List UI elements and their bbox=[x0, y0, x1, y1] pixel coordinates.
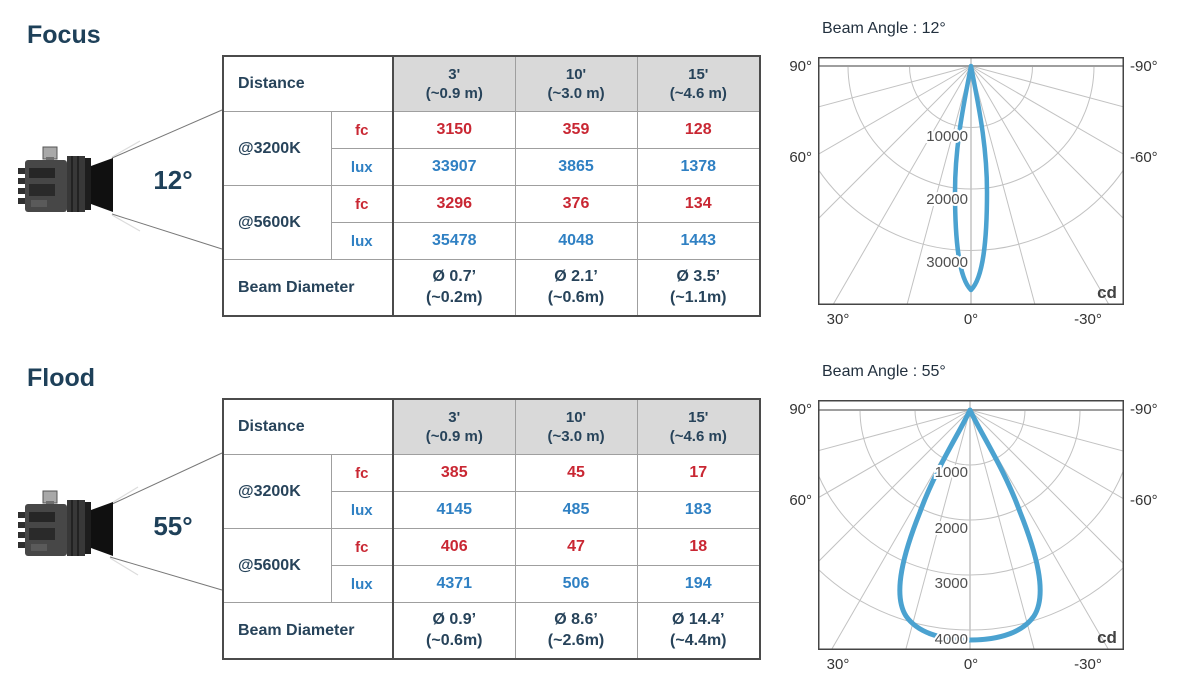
angle-tick-90: 90° bbox=[789, 58, 812, 75]
ring-label: 2000 bbox=[934, 520, 968, 537]
group-5600k-label: @5600K bbox=[223, 186, 331, 260]
value-cell: 406 bbox=[393, 529, 515, 566]
lux-row-label: lux bbox=[331, 223, 393, 260]
angle-tick-neg30: -30° bbox=[1074, 311, 1102, 328]
value-cell: 1378 bbox=[637, 149, 760, 186]
ring-label: 20000 bbox=[926, 191, 968, 208]
angle-tick-60: 60° bbox=[789, 149, 812, 166]
angle-tick-neg60: -60° bbox=[1130, 492, 1158, 509]
fc-row-label: fc bbox=[331, 186, 393, 223]
unit-label-cd: cd bbox=[1097, 283, 1117, 302]
angle-tick-neg60: -60° bbox=[1130, 149, 1158, 166]
lux-row-label: lux bbox=[331, 149, 393, 186]
value-cell: 33907 bbox=[393, 149, 515, 186]
focus-spec-table bbox=[222, 55, 761, 317]
unit-label-cd: cd bbox=[1097, 628, 1117, 647]
value-cell: 485 bbox=[515, 492, 637, 529]
ring-label: 1000 bbox=[934, 464, 968, 481]
polar-chart-focus bbox=[818, 57, 1124, 305]
light-fixture-flood-image bbox=[15, 490, 115, 562]
distance-col-15ft: 15' (~4.6 m) bbox=[637, 56, 760, 112]
angle-tick-90: 90° bbox=[789, 401, 812, 418]
angle-tick-0: 0° bbox=[963, 656, 979, 673]
chart-title-focus: Beam Angle : 12° bbox=[822, 20, 946, 37]
value-cell: 4371 bbox=[393, 566, 515, 603]
lux-row-label: lux bbox=[331, 492, 393, 529]
value-cell: 18 bbox=[637, 529, 760, 566]
angle-tick-neg90: -90° bbox=[1130, 401, 1158, 418]
distance-col-3ft: 3' (~0.9 m) bbox=[393, 399, 515, 455]
group-3200k-label: @3200K bbox=[223, 112, 331, 186]
beam-diameter-cell: Ø 0.7’ (~0.2m) bbox=[393, 260, 515, 317]
value-cell: 3150 bbox=[393, 112, 515, 149]
beam-diameter-label: Beam Diameter bbox=[223, 603, 393, 660]
angle-tick-neg90: -90° bbox=[1130, 58, 1158, 75]
distance-col-10ft: 10' (~3.0 m) bbox=[515, 399, 637, 455]
value-cell: 35478 bbox=[393, 223, 515, 260]
beam-diameter-label: Beam Diameter bbox=[223, 260, 393, 317]
value-cell: 3296 bbox=[393, 186, 515, 223]
angle-tick-neg30: -30° bbox=[1074, 656, 1102, 673]
distance-col-15ft: 15' (~4.6 m) bbox=[637, 399, 760, 455]
value-cell: 134 bbox=[637, 186, 760, 223]
group-5600k-label: @5600K bbox=[223, 529, 331, 603]
beam-diameter-cell: Ø 8.6’ (~2.6m) bbox=[515, 603, 637, 660]
distance-col-3ft: 3' (~0.9 m) bbox=[393, 56, 515, 112]
beam-diameter-cell: Ø 0.9’ (~0.6m) bbox=[393, 603, 515, 660]
value-cell: 1443 bbox=[637, 223, 760, 260]
value-cell: 183 bbox=[637, 492, 760, 529]
value-cell: 128 bbox=[637, 112, 760, 149]
value-cell: 47 bbox=[515, 529, 637, 566]
ring-label: 10000 bbox=[926, 128, 968, 145]
fc-row-label: fc bbox=[331, 529, 393, 566]
angle-tick-30: 30° bbox=[826, 656, 850, 673]
group-3200k-label: @3200K bbox=[223, 455, 331, 529]
ring-label: 30000 bbox=[926, 254, 968, 271]
section-title-focus: Focus bbox=[27, 21, 101, 49]
value-cell: 45 bbox=[515, 455, 637, 492]
angle-tick-0: 0° bbox=[963, 311, 979, 328]
value-cell: 3865 bbox=[515, 149, 637, 186]
lux-row-label: lux bbox=[331, 566, 393, 603]
light-fixture-focus-image bbox=[15, 146, 115, 218]
value-cell: 194 bbox=[637, 566, 760, 603]
value-cell: 4048 bbox=[515, 223, 637, 260]
ring-label: 4000 bbox=[934, 631, 968, 648]
value-cell: 506 bbox=[515, 566, 637, 603]
beam-diameter-cell: Ø 14.4’ (~4.4m) bbox=[637, 603, 760, 660]
value-cell: 385 bbox=[393, 455, 515, 492]
beam-angle-value-flood: 55° bbox=[153, 511, 193, 541]
value-cell: 4145 bbox=[393, 492, 515, 529]
beam-angle-value-focus: 12° bbox=[153, 165, 193, 195]
distance-header: Distance bbox=[223, 56, 393, 112]
beam-diameter-cell: Ø 3.5’ (~1.1m) bbox=[637, 260, 760, 317]
distance-col-10ft: 10' (~3.0 m) bbox=[515, 56, 637, 112]
fc-row-label: fc bbox=[331, 455, 393, 492]
flood-spec-table bbox=[222, 398, 761, 660]
value-cell: 17 bbox=[637, 455, 760, 492]
chart-title-flood: Beam Angle : 55° bbox=[822, 363, 946, 380]
section-title-flood: Flood bbox=[27, 364, 96, 392]
distance-header: Distance bbox=[223, 399, 393, 455]
polar-chart-flood bbox=[818, 400, 1124, 650]
value-cell: 376 bbox=[515, 186, 637, 223]
beam-diameter-cell: Ø 2.1’ (~0.6m) bbox=[515, 260, 637, 317]
angle-tick-60: 60° bbox=[789, 492, 812, 509]
value-cell: 359 bbox=[515, 112, 637, 149]
ring-label: 3000 bbox=[934, 575, 968, 592]
fc-row-label: fc bbox=[331, 112, 393, 149]
angle-tick-30: 30° bbox=[826, 311, 850, 328]
